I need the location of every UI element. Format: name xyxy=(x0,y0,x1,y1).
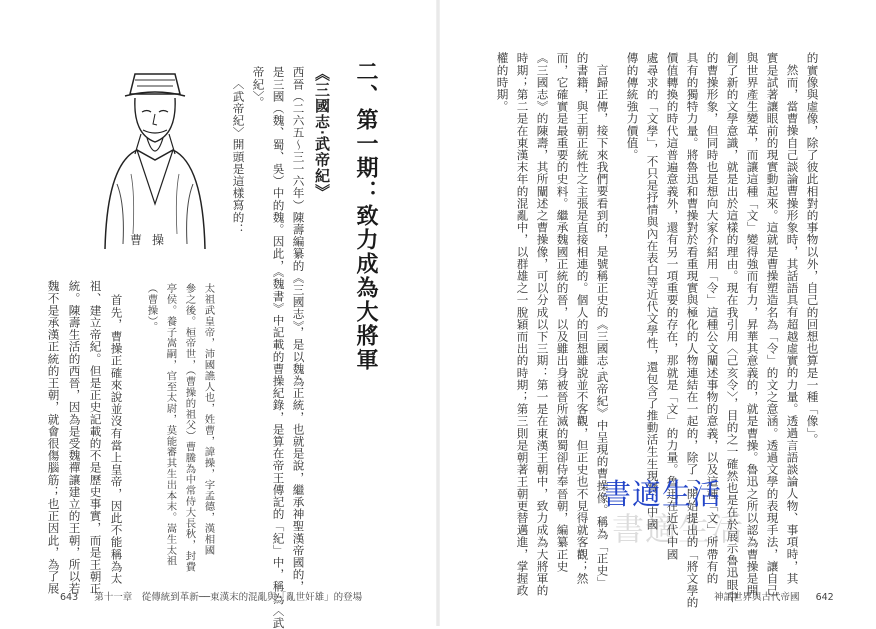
right-column-15: 時期；第二是在東漢末年的混亂中，以群雄之一脫穎而出的時期；第三則是朝著王朝更替邁進，掌握政 xyxy=(515,52,530,597)
right-footer xyxy=(714,589,834,603)
right-column-14: 《三國志》的陳壽，其所闡述之曹操像，可以分成以下三期：第一是在東漢王朝中，致力成為大將軍的 xyxy=(535,52,550,597)
chapter-title: 第十一章 從傳統到革新──東漢末的混亂與「亂世奸雄」的登場 xyxy=(94,592,363,603)
body-column-5: 首先，曹操正確來說並沒有當上皇帝，因此不能稱為太 xyxy=(109,294,124,585)
right-column-13: 而，它確實是最重要的史料。繼承魏國正統的晉，以及雖出身被晉所滅的蜀卻侍奉晉朝，編纂正史 xyxy=(555,52,570,573)
body-column-3: 帝紀〉。 xyxy=(251,66,266,109)
watermark xyxy=(600,472,800,552)
right-column-10: 傳的傳統強力價值。 xyxy=(625,52,640,161)
right-column-1: 的實像與虛像，除了彼此相對的事物以外，自己的回想也算是一種「像」。 xyxy=(805,52,820,446)
book-title: 神話世界與古代帝國 xyxy=(714,592,800,603)
right-column-9: 處尋求的「文學」，不只是抒情與內在表白等近代文學性，還包含了推動活生生現實、中國 xyxy=(645,52,660,531)
right-column-12: 的書籍，與王朝正統性之主張是直接相連的。個人的回想雖說並不客觀，但正史也不見得就客觀；然 xyxy=(575,52,590,585)
right-column-3: 實是試著讓眼前的現實動起來。這就是曹操塑造名為「令」的文之意涵。透過文學的表現手法，讓自己 xyxy=(765,52,780,597)
section-subheading: 《三國志‧武帝紀》 xyxy=(313,66,331,200)
citation-column-3: 亭侯。養子嵩嗣，官至太尉，莫能審其生出本末。嵩生太祖 xyxy=(164,283,177,567)
right-column-5: 創了新的文學意識，就是出於這樣的理由。現在我引用〈己亥令〉，目的之一確然也是在於展示魯迅眼中 xyxy=(725,52,740,603)
body-column-4: 〈武帝紀〉開頭是這樣寫的： xyxy=(231,78,246,236)
body-column-2: 是三國（魏、蜀、吳）中的魏。因此，《魏書》中記載的曹操紀錄，是算在帝王傳記的「紀」中，稱為〈武 xyxy=(271,66,286,629)
right-column-6: 的曹操形象，但同時也是想向大家介紹用「令」這種公文闡述事物的意義，以及這種「文」所帶有的 xyxy=(705,52,720,585)
right-column-8: 價值轉換的時代這普遍意義外，還有另一項重要的存在，那就是「文」的力量。魯迅在近代中國 xyxy=(665,52,680,561)
section-heading: 二、第一期：致力成為大將軍 xyxy=(353,60,379,372)
right-page-number: 642 xyxy=(815,592,834,603)
right-column-11: 言歸正傳，接下來我們要看到的，是號稱正史的《三國志‧武帝紀》中呈現的曹操像。稱為「正史」 xyxy=(595,64,610,589)
right-column-7: 具有的獨特力量。將魯迅和曹操對於看重現實與極化的人物連結在一起的，除了一開始提出的「將文學的 xyxy=(685,52,700,609)
right-column-2: 然而，當曹操自己談論曹操形象時，其話語具有超越虛實的力量。透過言語談論人物、事項時，其 xyxy=(785,64,800,585)
cao-cao-portrait-icon xyxy=(95,64,215,249)
left-page-number: 643 xyxy=(60,592,79,603)
left-footer xyxy=(60,589,362,603)
body-column-7: 統。陳壽生活的西晉，因為是受魏禪讓建立的王朝，所以若 xyxy=(67,280,82,595)
watermark-ghost: 書適生活 xyxy=(612,510,745,548)
right-column-16: 權的時期。 xyxy=(495,52,510,113)
citation-column-2: 參之後。桓帝世，（曹操的祖父）曹騰為中常侍大長秋，封費 xyxy=(183,283,196,573)
citation-column-1: 太祖武皇帝，沛國譙人也，姓曹，諱操，字孟德，漢相國 xyxy=(202,283,215,556)
body-column-6: 祖、建立帝紀。但是正史記載的不是歷史事實，而是王朝正 xyxy=(88,280,103,595)
portrait-caption: 曹操 xyxy=(130,233,175,247)
body-column-8: 魏不是承漢正統的王朝，就會很傷腦筋；也正因此，為了展 xyxy=(46,280,61,595)
citation-column-4: （曹操）。 xyxy=(145,283,158,333)
watermark-text: 書適生活 xyxy=(602,477,723,511)
body-column-1: 西晉（二六五～三一六年）陳壽編纂的《三國志》，是以魏為正統，也就是說，繼承神聖漢帝國的， xyxy=(291,66,306,593)
right-column-4: 與世界產生變革，而讓這種「文」變得強而有力，昇華其意義的，就是曹操。魯迅之所以認為曹操是開 xyxy=(745,52,760,597)
